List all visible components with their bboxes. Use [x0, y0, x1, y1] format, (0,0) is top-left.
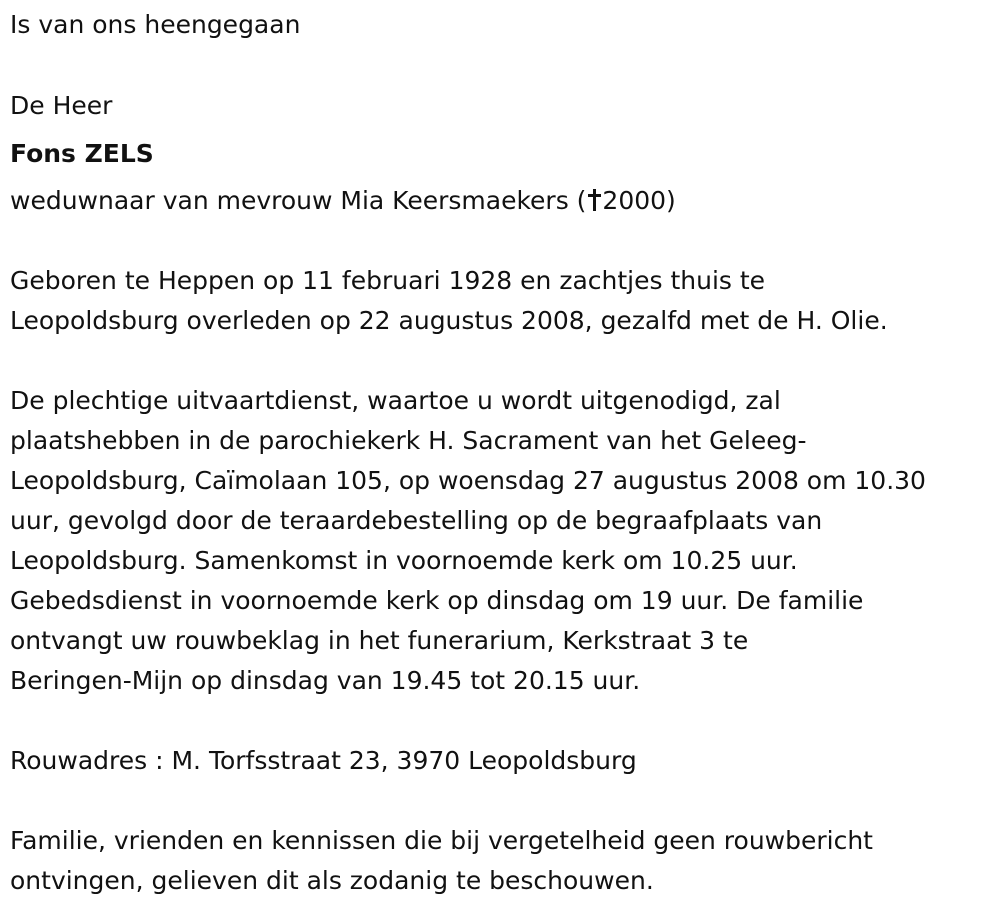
header-line: Is van ons heengegaan	[10, 10, 301, 39]
service-line: plaatshebben in de parochiekerk H. Sacrament van het Geleeg-	[10, 426, 807, 455]
closing-line: Familie, vrienden en kennissen die bij vergetelheid geen rouwbericht	[10, 826, 873, 855]
spouse-year: 2000	[602, 186, 667, 215]
salutation: De Heer	[10, 91, 113, 120]
service-line: ontvangt uw rouwbeklag in het funerarium, Kerkstraat 3 te	[10, 626, 749, 655]
mourning-address: Rouwadres : M. Torfsstraat 23, 3970 Leopoldsburg	[10, 746, 637, 775]
service-line: Beringen-Mijn op dinsdag van 19.45 tot 20.15 uur.	[10, 666, 641, 695]
service-line: Gebedsdienst in voornoemde kerk op dinsdag om 19 uur. De familie	[10, 586, 864, 615]
spouse-suffix: )	[666, 186, 676, 215]
spouse-line	[10, 181, 676, 221]
latin-cross-icon	[587, 189, 601, 211]
service-line: De plechtige uitvaartdienst, waartoe u wordt uitgenodigd, zal	[10, 386, 781, 415]
birth-line: Geboren te Heppen op 11 februari 1928 en zachtjes thuis te	[10, 266, 766, 295]
service-line: Leopoldsburg, Caïmolaan 105, op woensdag 27 augustus 2008 om 10.30	[10, 466, 926, 495]
spouse-prefix: weduwnaar van mevrouw Mia Keersmaekers (	[10, 186, 587, 215]
birth-line: Leopoldsburg overleden op 22 augustus 2008, gezalfd met de H. Olie.	[10, 306, 888, 335]
service-line: uur, gevolgd door de teraardebestelling op de begraafplaats van	[10, 506, 823, 535]
service-line: Leopoldsburg. Samenkomst in voornoemde kerk om 10.25 uur.	[10, 546, 798, 575]
deceased-name: Fons ZELS	[10, 139, 154, 168]
closing-line: ontvingen, gelieven dit als zodanig te beschouwen.	[10, 866, 654, 895]
